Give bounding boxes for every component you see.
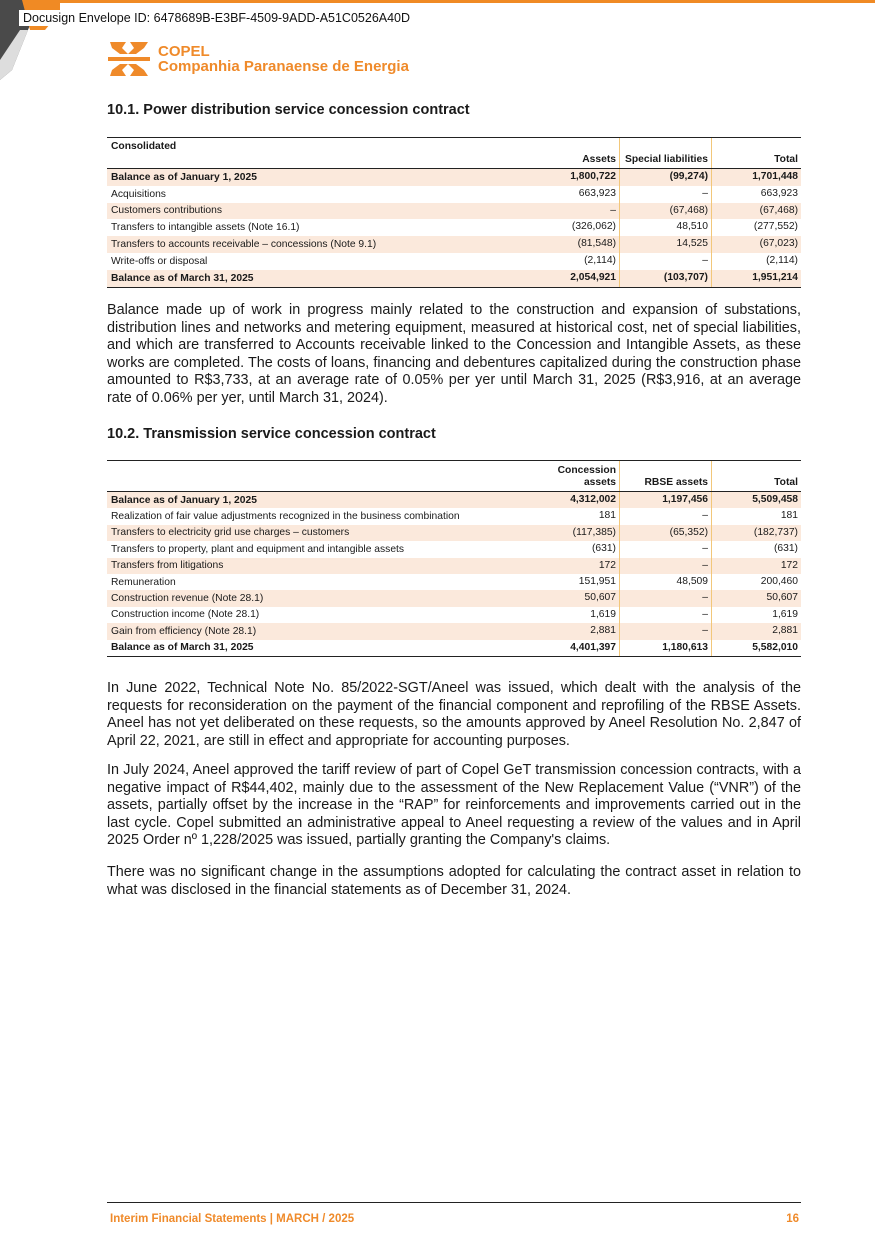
cell-value: 5,509,458 [752,494,798,505]
docusign-envelope-id: Docusign Envelope ID: 6478689B-E3BF-4509-9ADD-A51C0526A40D [19,10,414,26]
cell-value: – [620,508,712,524]
cell-value: 2,054,921 [525,270,620,287]
cell-value: – [620,186,712,203]
cell-value: 1,951,214 [752,271,798,283]
table-row [107,186,801,203]
table-row [107,590,801,606]
table-row [107,219,801,236]
cell-value: 181 [525,508,620,524]
copel-logo-icon [108,40,150,78]
table-row [107,253,801,270]
cell-value: 1,619 [772,608,798,620]
cell-value: (326,062) [525,219,620,236]
table-row [107,492,801,508]
row-label: Transfers to intangible assets (Note 16.1) [111,222,300,234]
cell-value: – [620,558,712,574]
cell-value: (65,352) [620,525,712,541]
cell-value: – [620,253,712,270]
cell-value: (99,274) [620,169,712,186]
cell-value: 5,582,010 [752,641,798,653]
distribution-concession-table [107,137,801,288]
cell-value: 172 [525,558,620,574]
table-row [107,574,801,590]
cell-value: – [620,590,712,606]
cell-value: 1,701,448 [752,171,798,182]
cell-value: (81,548) [525,236,620,253]
cell-value: (103,707) [620,270,712,287]
table-row [107,640,801,656]
cell-value: (67,023) [759,238,798,250]
cell-value: 4,312,002 [525,492,620,508]
row-label: Acquisitions [111,188,166,200]
row-label: Remuneration [111,576,176,588]
row-label: Transfers to property, plant and equipment and intangible assets [111,543,405,555]
cell-value: 1,180,613 [620,640,712,656]
column-header: Special liabilities [620,138,712,168]
cell-value: 1,197,456 [620,492,712,508]
table-row [107,169,801,186]
cell-value: 4,401,397 [525,640,620,656]
cell-value: 172 [780,559,798,571]
section-title-distribution: 10.1. Power distribution service concession contract [107,102,470,118]
cell-value: – [620,541,712,557]
section-title-transmission: 10.2. Transmission service concession contract [107,426,436,442]
row-label: Write-offs or disposal [111,255,208,267]
column-header: Concession assets [525,461,620,491]
cell-value: 14,525 [620,236,712,253]
table-row [107,508,801,524]
table-row [107,270,801,287]
transmission-paragraph-1: In June 2022, Technical Note No. 85/2022-SGT/Aneel was issued, which dealt with the analysis of the requests for reconsideration on the payment of the financial component and reprofiling of the RBSE Assets. Aneel has not yet deliberated on these requests, so the amounts approved by Aneel Resolution No. 2,847 of April 22, 2021, are still in effect and appropriate for accounting purposes. [107,680,801,749]
cell-value: 2,881 [525,623,620,639]
row-label: Transfers from litigations [111,560,224,572]
cell-value: (2,114) [766,254,798,266]
row-label: Construction revenue (Note 28.1) [111,593,264,605]
cell-value: – [620,623,712,639]
table-row [107,623,801,639]
table-row [107,236,801,253]
cell-value: 200,460 [760,575,798,587]
table-row [107,607,801,623]
cell-value: 50,607 [525,590,620,606]
table-row [107,541,801,557]
cell-value: 181 [780,510,798,522]
cell-value: (2,114) [525,253,620,270]
table-row [107,558,801,574]
logo-subtitle: Companhia Paranaense de Energia [158,58,409,75]
cell-value: (67,468) [759,204,798,216]
cell-value: (277,552) [753,221,798,233]
cell-value: (117,385) [525,525,620,541]
row-label: Transfers to accounts receivable – concessions (Note 9.1) [111,239,377,251]
cell-value: 663,923 [525,186,620,203]
table-row [107,203,801,220]
transmission-paragraph-3: There was no significant change in the assumptions adopted for calculating the contract asset in relation to what was disclosed in the financial statements as of December 31, 2024. [107,864,801,898]
logo-title: COPEL [158,43,210,60]
column-header: Total [774,154,798,165]
row-label: Gain from efficiency (Note 28.1) [111,625,257,637]
cell-value: 50,607 [766,592,798,604]
cell-value: (631) [525,541,620,557]
transmission-concession-table [107,460,801,657]
row-label: Balance as of January 1, 2025 [111,171,257,183]
row-label: Balance as of March 31, 2025 [111,642,254,654]
cell-value: (182,737) [753,526,798,538]
cell-value: (67,468) [620,203,712,220]
table-row [107,525,801,541]
row-label: Construction income (Note 28.1) [111,609,260,621]
cell-value: – [620,607,712,623]
top-accent-bar [0,0,875,3]
row-label: Customers contributions [111,205,223,217]
distribution-paragraph: Balance made up of work in progress mainly related to the construction and expansion of substations, distribution lines and networks and metering equipment, measured at historical cost, net of special liabilities, and which are transferred to Accounts receivable linked to the Concession and Intangible Assets, as these works are completed. The costs of loans, financing and debentures capitalized during the construction phase amounted to R$3,733, at an average rate of 0.05% per yer until March 31, 2025 (R$3,916, at an average rate of 0.06% per yer, until March 31, 2024). [107,302,801,406]
cell-value: 48,509 [620,574,712,590]
footer-divider [107,1202,801,1203]
table-header [107,138,801,169]
column-header: Total [774,477,798,488]
cell-value: 151,951 [525,574,620,590]
row-label: Realization of fair value adjustments recognized in the business combination [111,511,460,523]
table-caption: Consolidated [111,141,177,152]
copel-logo [108,40,409,78]
cell-value: – [525,203,620,220]
cell-value: 48,510 [620,219,712,236]
footer-title: Interim Financial Statements | MARCH / 2025 [110,1213,355,1225]
table-caption [107,461,525,466]
cell-value: 663,923 [760,187,798,199]
row-label: Transfers to electricity grid use charges – customers [111,527,350,539]
column-header: Assets [525,138,620,168]
cell-value: 1,619 [525,607,620,623]
transmission-paragraph-2: In July 2024, Aneel approved the tariff review of part of Copel GeT transmission concession contracts, with a negative impact of R$44,402, mainly due to the assessment of the New Replacement Value (“VNR”) of the assets, partially offset by the increase in the “RAP” for reinforcements and improvements carried out in the last cycle. Copel submitted an administrative appeal to Aneel requesting a review of the values and in April 2025 Order nº 1,228/2025 was issued, partially granting the Company's claims. [107,762,801,849]
row-label: Balance as of March 31, 2025 [111,272,254,284]
page-number: 16 [786,1213,799,1225]
table-header [107,461,801,492]
cell-value: 1,800,722 [525,169,620,186]
row-label: Balance as of January 1, 2025 [111,494,257,506]
cell-value: (631) [773,543,798,555]
cell-value: 2,881 [772,625,798,637]
column-header: RBSE assets [620,461,712,491]
